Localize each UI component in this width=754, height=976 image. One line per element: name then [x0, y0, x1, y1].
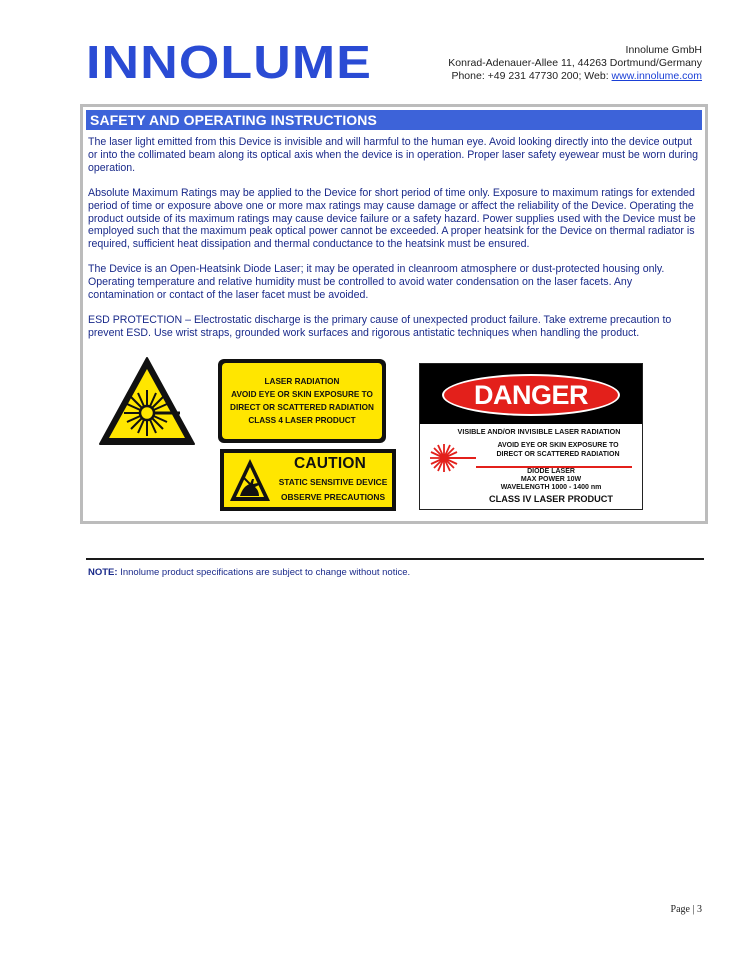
danger-line: DIRECT OR SCATTERED RADIATION	[496, 451, 620, 458]
company-info	[448, 44, 702, 83]
label-line: CLASS 4 LASER PRODUCT	[248, 416, 356, 425]
danger-line: DIODE LASER	[527, 468, 575, 475]
esd-hand-icon	[228, 457, 272, 503]
note-label: NOTE:	[88, 567, 118, 578]
label-line: AVOID EYE OR SKIN EXPOSURE TO	[231, 390, 373, 399]
paragraph-esd: ESD PROTECTION – Electrostatic discharge is the primary cause of unexpected product failure. Take extreme precaution to prevent ESD. Use wrist straps, grounded work surfaces and rigorous antistatic techniques when handling the product.	[88, 313, 672, 339]
danger-line: WAVELENGTH 1000 - 1400 nm	[500, 484, 602, 491]
observe-precautions-text: OBSERVE PRECAUTIONS	[280, 492, 386, 502]
website-link[interactable]: www.innolume.com	[611, 70, 702, 82]
note-text: Innolume product specifications are subject to change without notice.	[117, 567, 411, 578]
danger-title: DANGER	[473, 380, 588, 410]
company-address: Konrad-Adenauer-Allee 11, 44263 Dortmund/Germany	[448, 57, 702, 69]
esd-caution-label	[220, 449, 396, 511]
caution-title: CAUTION	[294, 455, 367, 472]
logo-text: INNOLUME	[86, 38, 372, 88]
page-number: Page | 3	[670, 904, 702, 915]
company-name: Innolume GmbH	[625, 44, 702, 56]
label-line: DIRECT OR SCATTERED RADIATION	[230, 403, 374, 412]
company-contact	[448, 70, 702, 83]
footer-divider	[86, 558, 704, 560]
safety-text	[88, 136, 700, 352]
laser-radiation-label	[218, 359, 386, 443]
danger-line: MAX POWER 10W	[520, 476, 582, 483]
laser-warning-triangle-icon	[98, 356, 196, 448]
danger-laser-label	[419, 363, 643, 510]
innolume-logo	[86, 38, 376, 88]
static-sensitive-text: STATIC SENSITIVE DEVICE	[278, 477, 388, 487]
danger-line: VISIBLE AND/OR INVISIBLE LASER RADIATION	[457, 427, 621, 436]
label-line: LASER RADIATION	[264, 377, 340, 386]
danger-line: AVOID EYE OR SKIN EXPOSURE TO	[497, 442, 619, 449]
danger-line: CLASS IV LASER PRODUCT	[488, 494, 614, 504]
paragraph-max-ratings: Absolute Maximum Ratings may be applied to the Device for short period of time only. Exposure to maximum ratings for extended period of time or exposure above one or more max ratings may cause damage or affect the reliability of the Device. Operating the product outside of its maximum ratings may cause device failure or a safety hazard. Power supplies used with the Device must be employed such that the maximum peak optical power cannot be exceeded. A proper heatsink for the Device on thermal radiator is required, sufficient heat dissipation and thermal conductance to the heatsink must be ensured.	[88, 186, 696, 251]
paragraph-open-heatsink: The Device is an Open-Heatsink Diode Laser; it may be operated in cleanroom atmosphere or dust-protected housing only. Operating temperature and relative humidity must be controlled to avoid water condensation on the laser facets. Any contamination or contact of the laser facet must be avoided.	[88, 263, 665, 302]
footer-note	[88, 567, 410, 578]
contact-phone: Phone: +49 231 47730 200; Web:	[451, 70, 612, 82]
section-title: SAFETY AND OPERATING INSTRUCTIONS	[86, 110, 702, 130]
danger-header	[420, 364, 642, 424]
paragraph-eye-hazard: The laser light emitted from this Device is invisible and will harmful to the human eye. Avoid looking directly into the device output or into the collimated beam along its optical axis when the device is in operation. Proper laser safety eyewear must be worn during operation.	[88, 136, 699, 174]
